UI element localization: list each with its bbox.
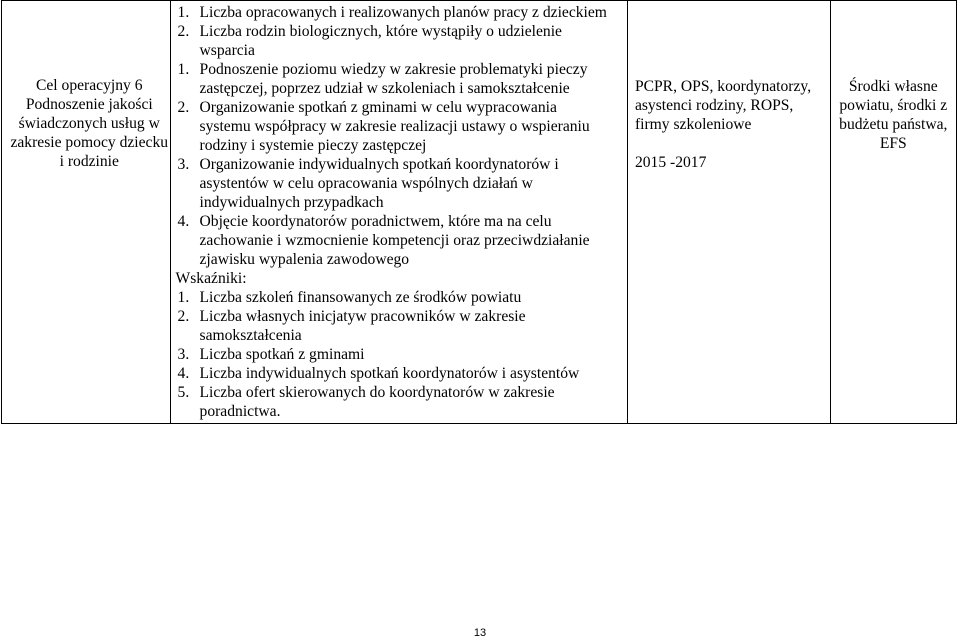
list-item — [176, 155, 623, 212]
list-text: Podnoszenie poziomu wiedzy w zakresie problematyki pieczy zastępczej, poprzez udział w szkoleniach i samokształcenie — [199, 61, 588, 97]
prev-indicator-list — [176, 3, 623, 60]
list-number: 1. — [177, 61, 190, 78]
list-text: Liczba opracowanych i realizowanych planów pracy z dzieckiem — [199, 4, 607, 21]
list-text: Liczba szkoleń finansowanych ze środków powiatu — [199, 289, 522, 306]
list-text: Liczba indywidualnych spotkań koordynatorów i asystentów — [199, 365, 580, 382]
list-item — [176, 383, 623, 421]
tasks-cell — [170, 1, 627, 424]
list-number: 3. — [177, 156, 190, 173]
list-number: 4. — [177, 213, 190, 230]
list-text: Liczba spotkań z gminami — [199, 346, 365, 363]
plan-table — [1, 0, 957, 424]
list-item — [176, 307, 623, 345]
list-text: Organizowanie indywidualnych spotkań koordynatorów i asystentów w celu opracowania wspólnych działań w indywidualnych przypadkach — [199, 156, 559, 211]
page-number: 13 — [473, 627, 487, 639]
list-number: 1. — [177, 4, 190, 21]
list-number: 1. — [177, 289, 190, 306]
list-number: 4. — [177, 365, 190, 382]
list-item — [176, 212, 623, 269]
list-number: 2. — [177, 99, 190, 116]
list-item — [176, 60, 623, 98]
task-list — [176, 60, 623, 269]
list-number: 3. — [177, 346, 190, 363]
implementers-text: PCPR, OPS, koordynatorzy, asystenci rodziny, ROPS, firmy szkoleniowe — [634, 78, 812, 133]
list-text: Objęcie koordynatorów poradnictwem, które ma na celu zachowanie i wzmocnienie kompetencji oraz przeciwdziałanie zjawisku wypalenia zawodowego — [199, 213, 590, 268]
implementers-cell — [627, 1, 830, 424]
list-item — [176, 22, 623, 60]
funding-cell — [830, 1, 956, 424]
list-text: Liczba własnych inicjatyw pracowników w zakresie samokształcenia — [199, 308, 526, 344]
list-number: 2. — [177, 308, 190, 325]
goal-cell — [2, 1, 171, 424]
table-row — [2, 1, 957, 424]
list-item — [176, 3, 623, 22]
list-text: Liczba ofert skierowanych do koordynatorów w zakresie poradnictwa. — [199, 384, 555, 420]
list-number: 2. — [177, 23, 190, 40]
indicators-heading: Wskaźniki: — [175, 270, 247, 287]
list-item — [176, 345, 623, 364]
list-item — [176, 288, 623, 307]
list-number: 5. — [177, 384, 190, 401]
period-text: 2015 -2017 — [634, 154, 707, 171]
list-text: Liczba rodzin biologicznych, które wystąpiły o udzielenie wsparcia — [199, 23, 562, 59]
funding-text: Środki własne powiatu, środki z budżetu państwa, EFS — [839, 78, 948, 152]
indicator-list — [176, 288, 623, 421]
goal-title: Cel operacyjny 6 — [35, 77, 143, 94]
list-text: Organizowanie spotkań z gminami w celu wypracowania systemu współpracy w zakresie realizacji ustawy o wspieraniu rodziny i systemie pieczy zastępczej — [199, 99, 590, 154]
list-item — [176, 98, 623, 155]
goal-description: Podnoszenie jakości świadczonych usług w zakresie pomocy dziecku i rodzinie — [10, 96, 169, 170]
list-item — [176, 364, 623, 383]
